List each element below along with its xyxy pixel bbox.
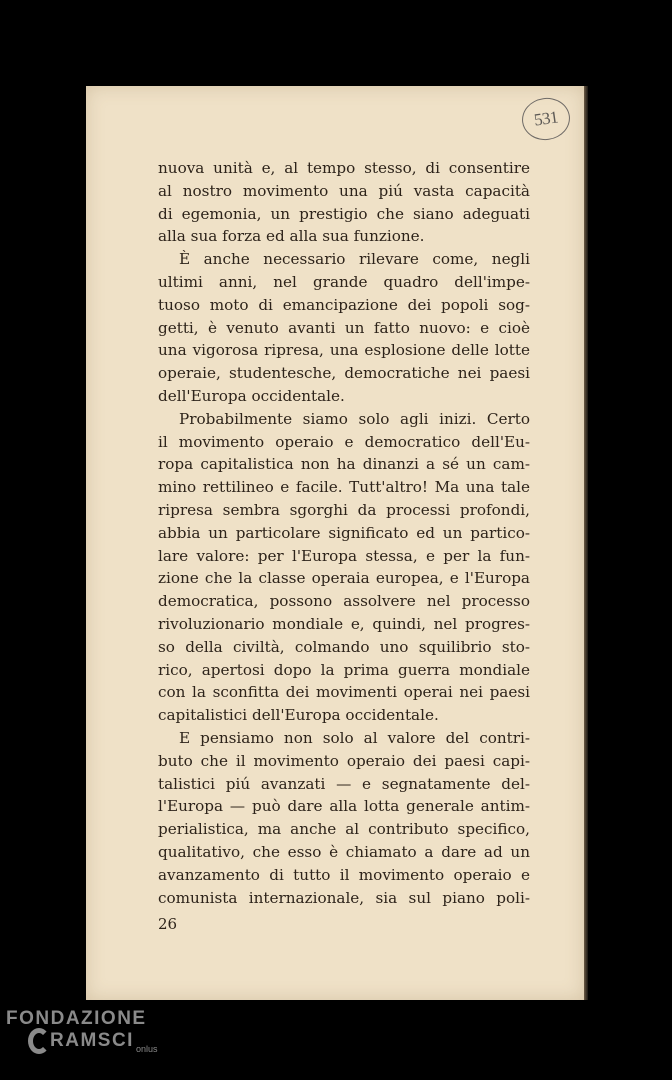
text-line: zione che la classe operaia europea, e l'Europa — [158, 569, 530, 588]
text-line: perialistica, ma anche al contributo specifico, — [158, 820, 530, 839]
book-page — [86, 86, 584, 1000]
text-line: E pensiamo non solo al valore del contri- — [179, 728, 530, 747]
text-line: alla sua forza ed alla sua funzione. — [158, 227, 425, 246]
body-text — [158, 157, 530, 909]
text-line: l'Europa — può dare alla lotta generale antim- — [158, 797, 530, 816]
text-line: mino rettilineo e facile. Tutt'altro! Ma una tale — [158, 478, 530, 497]
text-line: tuoso moto di emancipazione dei popoli sog- — [158, 295, 530, 314]
text-line: con la sconfitta dei movimenti operai nei paesi — [158, 683, 530, 702]
text-line: qualitativo, che esso è chiamato a dare ad un — [158, 842, 530, 861]
text-line: so della civiltà, colmando uno squilibrio sto- — [158, 637, 530, 656]
text-line: lare valore: per l'Europa stessa, e per la fun- — [158, 546, 530, 565]
text-line: rico, apertosi dopo la prima guerra mondiale — [158, 660, 530, 679]
fondazione-gramsci-logo — [6, 1008, 158, 1054]
logo-onlus: onlus — [135, 1044, 158, 1054]
text-line: il movimento operaio e democratico dell'Eu- — [158, 432, 530, 451]
logo-line-1: FONDAZIONE — [6, 1008, 147, 1029]
logo-line-2: RAMSCI — [50, 1030, 134, 1051]
text-line: ropa capitalistica non ha dinanzi a sé un cam- — [158, 455, 530, 474]
text-line: nuova unità e, al tempo stesso, di consentire — [158, 159, 530, 177]
text-line: È anche necessario rilevare come, negli — [179, 250, 530, 269]
text-line: getti, è venuto avanti un fatto nuovo: e cioè — [158, 318, 530, 337]
page-edge — [584, 86, 588, 1000]
text-line: una vigorosa ripresa, una esplosione delle lotte — [158, 341, 530, 360]
text-line: talistici piú avanzati — e segnatamente del- — [158, 774, 530, 793]
logo-g-icon — [28, 1028, 50, 1054]
page-number: 26 — [158, 915, 178, 933]
text-line: ultimi anni, nel grande quadro dell'impe- — [158, 272, 530, 291]
text-line: buto che il movimento operaio dei paesi capi- — [158, 751, 530, 770]
text-line: al nostro movimento una piú vasta capacità — [158, 181, 530, 200]
text-line: Probabilmente siamo solo agli inizi. Certo — [179, 409, 530, 428]
text-line: democratica, possono assolvere nel processo — [158, 592, 530, 611]
text-line: operaie, studentesche, democratiche nei paesi — [158, 364, 530, 383]
text-line: comunista internazionale, sia sul piano poli- — [158, 888, 530, 907]
text-line: capitalistici dell'Europa occidentale. — [158, 706, 439, 725]
logo-line-2-wrap — [28, 1028, 169, 1054]
text-line: abbia un particolare significato ed un partico- — [158, 523, 530, 542]
text-line: dell'Europa occidentale. — [158, 386, 345, 405]
text-line: ripresa sembra sgorghi da processi profondi, — [158, 500, 530, 519]
text-line: rivoluzionario mondiale e, quindi, nel progres- — [158, 614, 530, 633]
text-line: di egemonia, un prestigio che siano adeguati — [158, 204, 530, 223]
text-line: avanzamento di tutto il movimento operaio e — [158, 865, 530, 884]
archive-stamp: 531 — [519, 95, 572, 143]
